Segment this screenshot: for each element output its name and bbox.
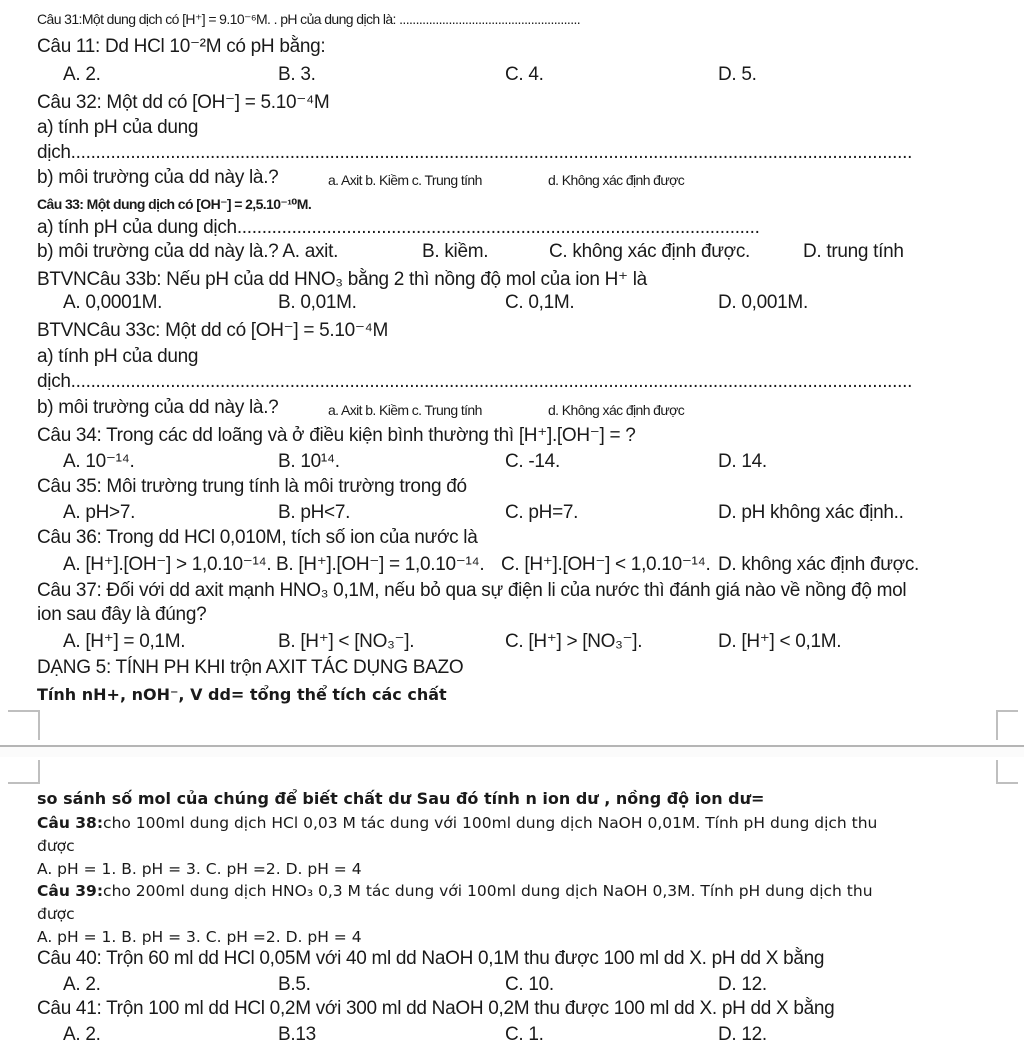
text-line: D. 12. xyxy=(718,974,767,995)
text-line: D. pH không xác định.. xyxy=(718,502,904,523)
text-line: B.5. xyxy=(278,974,311,995)
text-line: d. Không xác định được xyxy=(548,402,685,418)
text-line: Câu 31:Một dung dịch có [H⁺] = 9.10⁻⁶M. . pH của dung dịch là: ....................................................... xyxy=(37,11,581,27)
text-line: C. pH=7. xyxy=(505,502,579,523)
text-line: a. Axit b. Kiềm c. Trung tính xyxy=(328,402,482,418)
text-line: DẠNG 5: TÍNH PH KHI trộn AXIT TÁC DỤNG BAZO xyxy=(37,657,464,678)
crop-mark-top-right xyxy=(996,710,1018,740)
text-line: C. 4. xyxy=(505,64,544,85)
text-line: d. Không xác định được xyxy=(548,172,685,188)
text-line: B.13 xyxy=(278,1024,316,1045)
text-line: b) môi trường của dd này là.? xyxy=(37,397,279,418)
text-line: A. 2. xyxy=(63,974,101,995)
crop-mark-top-left xyxy=(8,710,40,740)
text-line: Câu 40: Trộn 60 ml dd HCl 0,05M với 40 ml dd NaOH 0,1M thu được 100 ml dd X. pH dd X bằng xyxy=(37,948,825,969)
text-line: D. 14. xyxy=(718,451,767,472)
text-line: Câu 35: Môi trường trung tính là môi trường trong đó xyxy=(37,476,467,497)
text-line: Câu 33: Một dung dịch có [OH⁻] = 2,5.10⁻¹⁰M. xyxy=(37,196,312,212)
text-line: D. [H⁺] < 0,1M. xyxy=(718,631,842,652)
text-line: b) môi trường của dd này là.? A. axit. xyxy=(37,241,339,262)
text-line: B. [H⁺].[OH⁻] = 1,0.10⁻¹⁴. xyxy=(276,554,485,575)
crop-mark-bottom-right xyxy=(996,760,1018,784)
text-line: a) tính pH của dung xyxy=(37,117,199,138)
page-break-divider xyxy=(0,745,1024,747)
text-line: được xyxy=(37,905,75,923)
text-line: a. Axit b. Kiềm c. Trung tính xyxy=(328,172,482,188)
text-line: B. kiềm. xyxy=(422,241,489,262)
text-line: C. [H⁺] > [NO₃⁻]. xyxy=(505,631,643,652)
text-line: B. 10¹⁴. xyxy=(278,451,340,472)
text-line: D. 0,001M. xyxy=(718,292,808,313)
text-line: C. [H⁺].[OH⁻] < 1,0.10⁻¹⁴. xyxy=(501,554,711,575)
text-line: D. trung tính xyxy=(803,241,904,262)
text-line: Câu 34: Trong các dd loãng và ở điều kiện bình thường thì [H⁺].[OH⁻] = ? xyxy=(37,425,636,446)
text-line: B. [H⁺] < [NO₃⁻]. xyxy=(278,631,415,652)
text-line: Câu 39:cho 200ml dung dịch HNO₃ 0,3 M tác dung với 100ml dung dịch NaOH 0,3M. Tính pH dung dịch thu xyxy=(37,882,873,900)
text-line: ion sau đây là đúng? xyxy=(37,604,207,625)
text-line: b) môi trường của dd này là.? xyxy=(37,167,279,188)
text-line: B. 3. xyxy=(278,64,316,85)
text-line: B. 0,01M. xyxy=(278,292,357,313)
text-line: BTVNCâu 33b: Nếu pH của dd HNO₃ bằng 2 thì nồng độ mol của ion H⁺ là xyxy=(37,269,647,290)
text-line: D. không xác định được. xyxy=(718,554,919,575)
text-line: C. không xác định được. xyxy=(549,241,750,262)
crop-mark-bottom-left xyxy=(8,760,40,784)
text-line: A. [H⁺].[OH⁻] > 1,0.10⁻¹⁴. xyxy=(63,554,272,575)
text-line: A. [H⁺] = 0,1M. xyxy=(63,631,186,652)
text-line: C. 1. xyxy=(505,1024,544,1045)
page-gap xyxy=(0,747,1024,757)
text-line: dịch......................................................................................................................................................................... xyxy=(37,371,913,392)
text-line: D. 5. xyxy=(718,64,757,85)
text-line: A. 10⁻¹⁴. xyxy=(63,451,135,472)
text-line: được xyxy=(37,837,75,855)
text-line: B. pH<7. xyxy=(278,502,351,523)
text-line: Câu 11: Dd HCl 10⁻²M có pH bằng: xyxy=(37,36,326,57)
text-line: a) tính pH của dung xyxy=(37,346,199,367)
text-line: A. pH = 1. B. pH = 3. C. pH =2. D. pH = 4 xyxy=(37,928,362,946)
text-line: dịch......................................................................................................................................................................... xyxy=(37,142,913,163)
text-line: so sánh số mol của chúng để biết chất dư Sau đó tính n ion dư , nồng độ ion dư= xyxy=(37,789,765,808)
text-line: A. 2. xyxy=(63,1024,101,1045)
text-line: C. 0,1M. xyxy=(505,292,575,313)
text-line: Câu 38:cho 100ml dung dịch HCl 0,03 M tác dung với 100ml dung dịch NaOH 0,01M. Tính pH dung dịch thu xyxy=(37,814,878,832)
text-line: Câu 32: Một dd có [OH⁻] = 5.10⁻⁴M xyxy=(37,92,330,113)
text-line: a) tính pH của dung dịch......................................................................................................... xyxy=(37,217,760,238)
text-line: BTVNCâu 33c: Một dd có [OH⁻] = 5.10⁻⁴M xyxy=(37,320,389,341)
text-line: C. -14. xyxy=(505,451,560,472)
text-line: D. 12. xyxy=(718,1024,767,1045)
text-line: A. pH = 1. B. pH = 3. C. pH =2. D. pH = 4 xyxy=(37,860,362,878)
text-line: A. pH>7. xyxy=(63,502,136,523)
text-line: A. 2. xyxy=(63,64,101,85)
text-line: Câu 37: Đối với dd axit mạnh HNO₃ 0,1M, nếu bỏ qua sự điện li của nước thì đánh giá nào về nồng độ mol xyxy=(37,580,907,601)
text-line: Câu 41: Trộn 100 ml dd HCl 0,2M với 300 ml dd NaOH 0,2M thu được 100 ml dd X. pH dd X bằng xyxy=(37,998,835,1019)
text-line: C. 10. xyxy=(505,974,554,995)
text-line: A. 0,0001M. xyxy=(63,292,163,313)
text-line: Tính nH+, nOH⁻, V dd= tổng thể tích các chất xyxy=(37,685,447,704)
text-line: Câu 36: Trong dd HCl 0,010M, tích số ion của nước là xyxy=(37,527,478,548)
